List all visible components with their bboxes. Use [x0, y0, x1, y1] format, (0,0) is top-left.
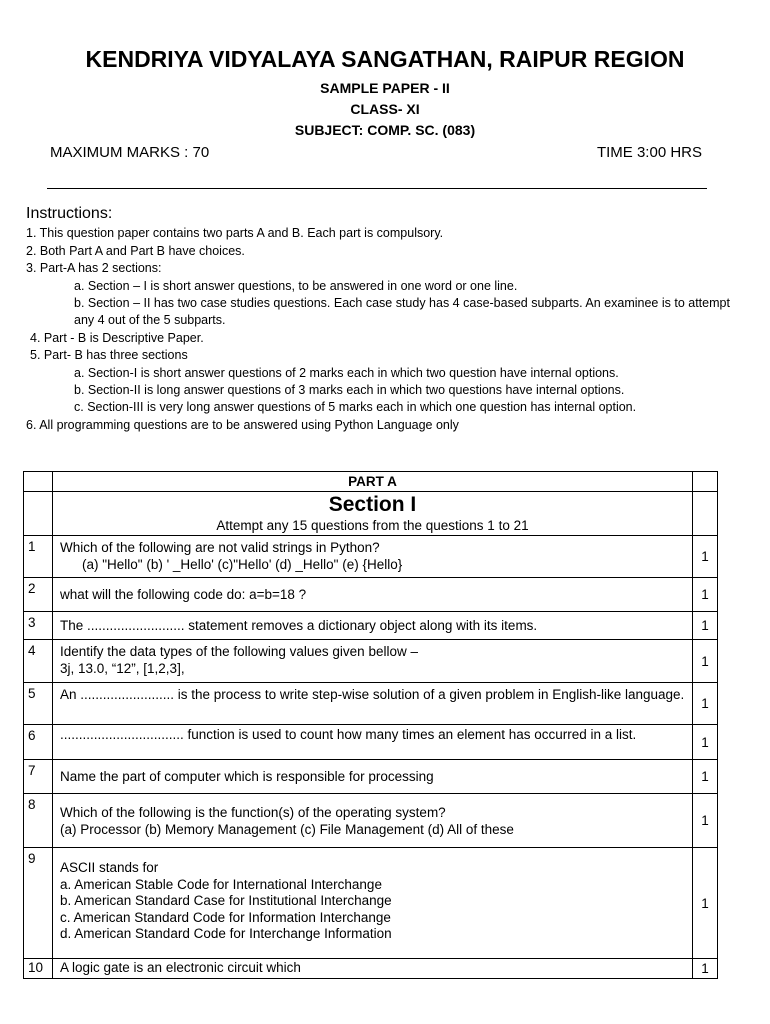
option-a: a. American Stable Code for International Interchange: [60, 876, 382, 892]
table-row: [24, 959, 718, 979]
instruction-5c: c. Section-III is very long answer questions of 5 marks each in which one question has internal option.: [74, 400, 637, 415]
table-row: [24, 683, 718, 725]
question-text: The .......................... statement removes a dictionary object along with its items.: [60, 618, 538, 633]
table-row: [24, 640, 718, 683]
table-row: [24, 725, 718, 760]
question-marks: 1: [693, 794, 718, 848]
page-title: KENDRIYA VIDYALAYA SANGATHAN, RAIPUR REGION: [85, 46, 685, 72]
section-title: Section I: [328, 493, 417, 516]
question-text: ................................. function is used to count how many times an element has occurred in a list.: [60, 727, 637, 742]
question-number: 5: [24, 683, 53, 725]
question-text: A logic gate is an electronic circuit which: [60, 960, 301, 975]
question-number: 10: [24, 959, 53, 979]
question-text: An ......................... is the process to write step-wise solution of a given problem in English-like language.: [60, 687, 685, 702]
table-row: [24, 536, 718, 578]
question-marks: 1: [693, 536, 718, 578]
subject-name: SUBJECT: COMP. SC. (083): [294, 122, 476, 138]
question-number: 8: [24, 794, 53, 848]
question-marks: 1: [693, 578, 718, 612]
question-marks: 1: [693, 959, 718, 979]
class-name: CLASS- XI: [350, 101, 420, 117]
question-marks: 1: [693, 848, 718, 959]
option-c: c. American Standard Code for Information Interchange: [60, 909, 391, 925]
table-row: [24, 612, 718, 640]
table-row: [24, 760, 718, 794]
header-divider: [47, 188, 707, 189]
question-text: Name the part of computer which is responsible for processing: [60, 769, 434, 784]
attempt-note: Attempt any 15 questions from the questions 1 to 21: [216, 518, 529, 533]
question-number: 4: [24, 640, 53, 683]
question-marks: 1: [693, 683, 718, 725]
instructions-heading: Instructions:: [26, 205, 113, 222]
question-text: ASCII stands for: [60, 860, 159, 875]
question-number: 2: [24, 578, 53, 612]
instruction-5b: b. Section-II is long answer questions of 3 marks each in which two questions have internal options.: [74, 383, 625, 398]
table-row: [24, 848, 718, 959]
paper-name: SAMPLE PAPER - II: [320, 80, 450, 96]
question-marks: 1: [693, 640, 718, 683]
instruction-5a: a. Section-I is short answer questions of 2 marks each in which two question have internal options.: [74, 365, 619, 380]
instruction-3a: a. Section – I is short answer questions, to be answered in one word or one line.: [74, 278, 518, 293]
question-number: 7: [24, 760, 53, 794]
question-number: 9: [24, 848, 53, 959]
table-row: [24, 578, 718, 612]
part-header-row: [24, 472, 718, 492]
option-d: d. American Standard Code for Interchange Information: [60, 926, 392, 941]
instruction-2: 2. Both Part A and Part B have choices.: [26, 243, 245, 258]
question-marks: 1: [693, 725, 718, 760]
question-text: Identify the data types of the following values given bellow –: [60, 644, 418, 659]
question-line-2: (a) Processor (b) Memory Management (c) File Management (d) All of these: [60, 821, 514, 837]
question-text: Which of the following is the function(s) of the operating system?: [60, 805, 446, 820]
question-text: what will the following code do: a=b=18 ?: [60, 587, 307, 602]
instruction-5: 5. Part- B has three sections: [30, 348, 188, 363]
question-options: (a) "Hello" (b) ' _Hello' (c)"Hello' (d) _Hello" (e) {Hello}: [82, 556, 403, 572]
part-label: PART A: [53, 472, 693, 492]
instruction-1: 1. This question paper contains two parts A and B. Each part is compulsory.: [26, 226, 444, 241]
question-text: Which of the following are not valid strings in Python?: [60, 540, 380, 555]
question-marks: 1: [693, 760, 718, 794]
question-marks: 1: [693, 612, 718, 640]
maximum-marks: MAXIMUM MARKS : 70: [50, 144, 210, 161]
question-number: 3: [24, 612, 53, 640]
option-b: b. American Standard Case for Institutional Interchange: [60, 893, 392, 908]
question-table: [23, 471, 718, 979]
instruction-4: 4. Part - B is Descriptive Paper.: [30, 330, 204, 345]
time-allowed: TIME 3:00 HRS: [596, 144, 702, 161]
instruction-3: 3. Part-A has 2 sections:: [26, 261, 162, 276]
instructions-block: [26, 205, 746, 434]
question-number: 1: [24, 536, 53, 578]
instruction-6: 6. All programming questions are to be answered using Python Language only: [26, 417, 459, 432]
question-number: 6: [24, 725, 53, 760]
table-row: [24, 794, 718, 848]
section-header-row: [24, 492, 718, 536]
instruction-3b: b. Section – II has two case studies questions. Each case study has 4 case-based subparts. An examinee is to attempt any 4 out of the 5 subparts.: [74, 296, 730, 328]
question-line-2: 3j, 13.0, “12”, [1,2,3],: [60, 660, 185, 676]
